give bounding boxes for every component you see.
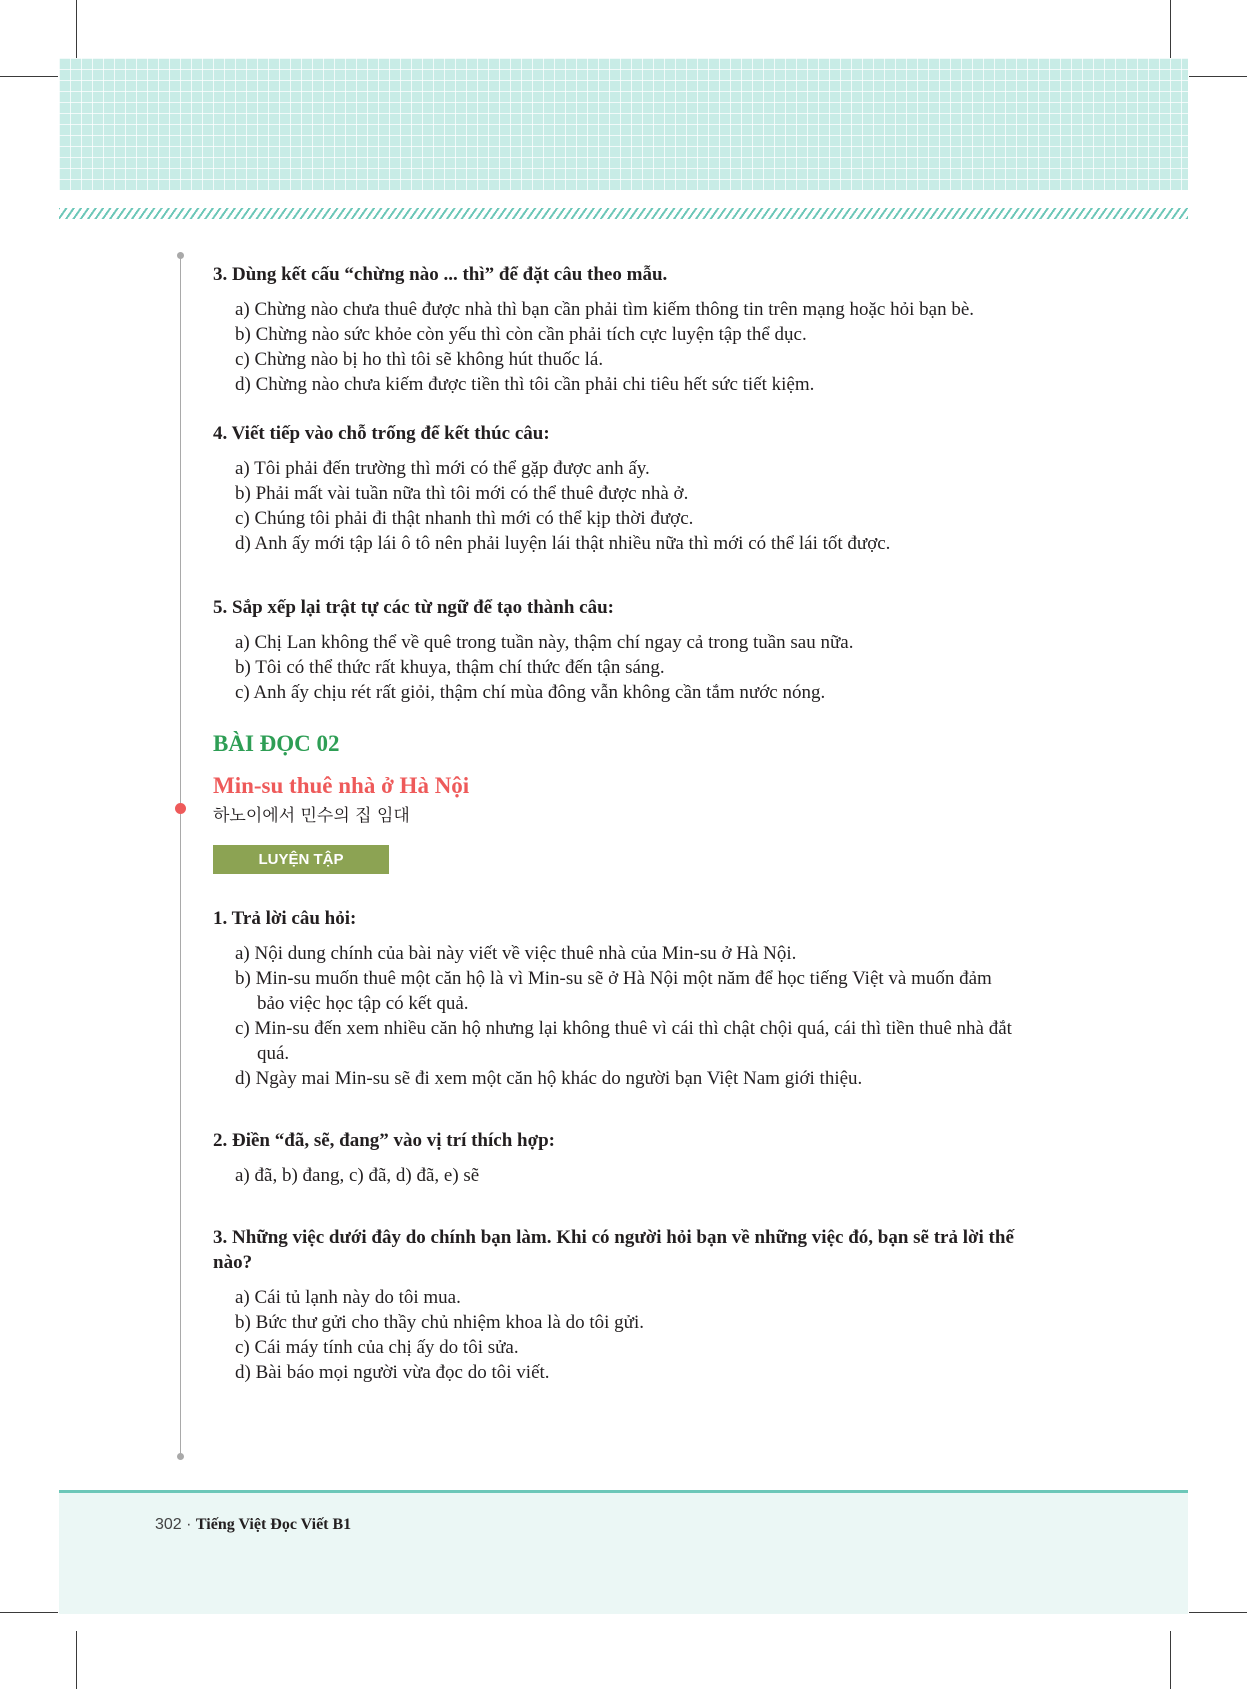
exercise-heading: 3. Những việc dưới đây do chính bạn làm. Khi có người hỏi bạn về những việc đó, bạn sẽ trả lời thế nào? xyxy=(213,1227,1014,1273)
story-subtitle: 하노이에서 민수의 집 임대 xyxy=(213,806,410,826)
exercise-heading: 1. Trả lời câu hỏi: xyxy=(213,908,357,929)
answer-item: c) Cái máy tính của chị ấy do tôi sửa. xyxy=(235,1337,519,1358)
section-title: BÀI ĐỌC 02 xyxy=(213,731,340,756)
reading-exercise-3 xyxy=(213,1225,1023,1385)
answer-list xyxy=(235,456,1023,556)
page-number: 302 xyxy=(155,1516,182,1533)
answer-item: a) Cái tủ lạnh này do tôi mua. xyxy=(235,1287,461,1308)
answer-item: d) Anh ấy mới tập lái ô tô nên phải luyện lái thật nhiều nữa thì mới có thể lái tốt được. xyxy=(235,533,891,554)
exercise-heading: 3. Dùng kết cấu “chừng nào ... thì” để đặt câu theo mẫu. xyxy=(213,264,668,285)
crop-mark xyxy=(76,1631,77,1689)
answer-item: b) Min-su muốn thuê một căn hộ là vì Min-su sẽ ở Hà Nội một năm để học tiếng Việt và muốn đảm bảo việc học tập có kết quả. xyxy=(235,968,992,1014)
reading-section xyxy=(213,731,1023,874)
answer-item: c) Anh ấy chịu rét rất giỏi, thậm chí mùa đông vẫn không cần tắm nước nóng. xyxy=(235,682,826,703)
answer-item: b) Chừng nào sức khỏe còn yếu thì còn cần phải tích cực luyện tập thể dục. xyxy=(235,324,807,345)
answer-item: b) Bức thư gửi cho thầy chủ nhiệm khoa là do tôi gửi. xyxy=(235,1312,644,1333)
crop-mark xyxy=(1170,0,1171,58)
answer-item: d) Ngày mai Min-su sẽ đi xem một căn hộ khác do người bạn Việt Nam giới thiệu. xyxy=(235,1068,863,1089)
book-title: Tiếng Việt Đọc Viết B1 xyxy=(195,1516,352,1533)
answer-item: b) Tôi có thể thức rất khuya, thậm chí thức đến tận sáng. xyxy=(235,657,665,678)
exercise-heading: 4. Viết tiếp vào chỗ trống để kết thúc câu: xyxy=(213,423,550,444)
answer-item: d) Chừng nào chưa kiếm được tiền thì tôi cần phải chi tiêu hết sức tiết kiệm. xyxy=(235,374,815,395)
answer-item: a) Tôi phải đến trường thì mới có thể gặp được anh ấy. xyxy=(235,458,650,479)
practice-badge: LUYỆN TẬP xyxy=(213,845,389,874)
reading-exercise-1 xyxy=(213,906,1023,1091)
exercise-3 xyxy=(213,262,1023,397)
crop-mark xyxy=(0,76,58,77)
page-content xyxy=(213,262,1023,1385)
answer-item: b) Phải mất vài tuần nữa thì tôi mới có thể thuê được nhà ở. xyxy=(235,483,689,504)
answer-list xyxy=(235,297,1023,397)
answer-item: c) Min-su đến xem nhiều căn hộ nhưng lại không thuê vì cái thì chật chội quá, cái thì tiền thuê nhà đắt quá. xyxy=(235,1018,1012,1064)
answer-item: a) Chị Lan không thể về quê trong tuần này, thậm chí ngay cả trong tuần sau nữa. xyxy=(235,632,854,653)
exercise-5 xyxy=(213,595,1023,705)
margin-rule-bottom-dot xyxy=(177,1453,184,1460)
answer-list xyxy=(235,1285,1023,1385)
crop-mark xyxy=(76,0,77,58)
crop-mark xyxy=(1189,76,1247,77)
answer-item: a) đã, b) đang, c) đã, d) đã, e) sẽ xyxy=(235,1165,480,1186)
footer-rule xyxy=(59,1490,1188,1493)
badge-row xyxy=(213,845,1023,874)
footer-separator: · xyxy=(181,1516,196,1533)
footer-band xyxy=(59,1492,1188,1614)
answer-list xyxy=(235,941,1023,1091)
answer-item: c) Chừng nào bị ho thì tôi sẽ không hút thuốc lá. xyxy=(235,349,604,370)
answer-list xyxy=(235,1163,1023,1188)
crop-mark xyxy=(0,1612,58,1613)
answer-item: c) Chúng tôi phải đi thật nhanh thì mới có thể kịp thời được. xyxy=(235,508,694,529)
answer-list xyxy=(235,630,1023,705)
crop-mark xyxy=(1170,1631,1171,1689)
answer-item: d) Bài báo mọi người vừa đọc do tôi viết. xyxy=(235,1362,550,1383)
header-stripe-bar xyxy=(59,208,1188,219)
margin-rule-top-dot xyxy=(177,252,184,259)
margin-rule xyxy=(180,256,181,1456)
exercise-heading: 2. Điền “đã, sẽ, đang” vào vị trí thích hợp: xyxy=(213,1130,555,1151)
footer xyxy=(155,1516,351,1534)
exercise-4 xyxy=(213,421,1023,556)
story-title: Min-su thuê nhà ở Hà Nội xyxy=(213,773,470,798)
exercise-heading: 5. Sắp xếp lại trật tự các từ ngữ để tạo thành câu: xyxy=(213,597,615,618)
reading-exercise-2 xyxy=(213,1128,1023,1188)
crop-mark xyxy=(1189,1612,1247,1613)
answer-item: a) Chừng nào chưa thuê được nhà thì bạn cần phải tìm kiếm thông tin trên mạng hoặc hỏi bạn bè. xyxy=(235,299,974,320)
answer-item: a) Nội dung chính của bài này viết về việc thuê nhà của Min-su ở Hà Nội. xyxy=(235,943,797,964)
section-marker-dot xyxy=(175,803,186,814)
header-grid-band xyxy=(59,58,1188,190)
